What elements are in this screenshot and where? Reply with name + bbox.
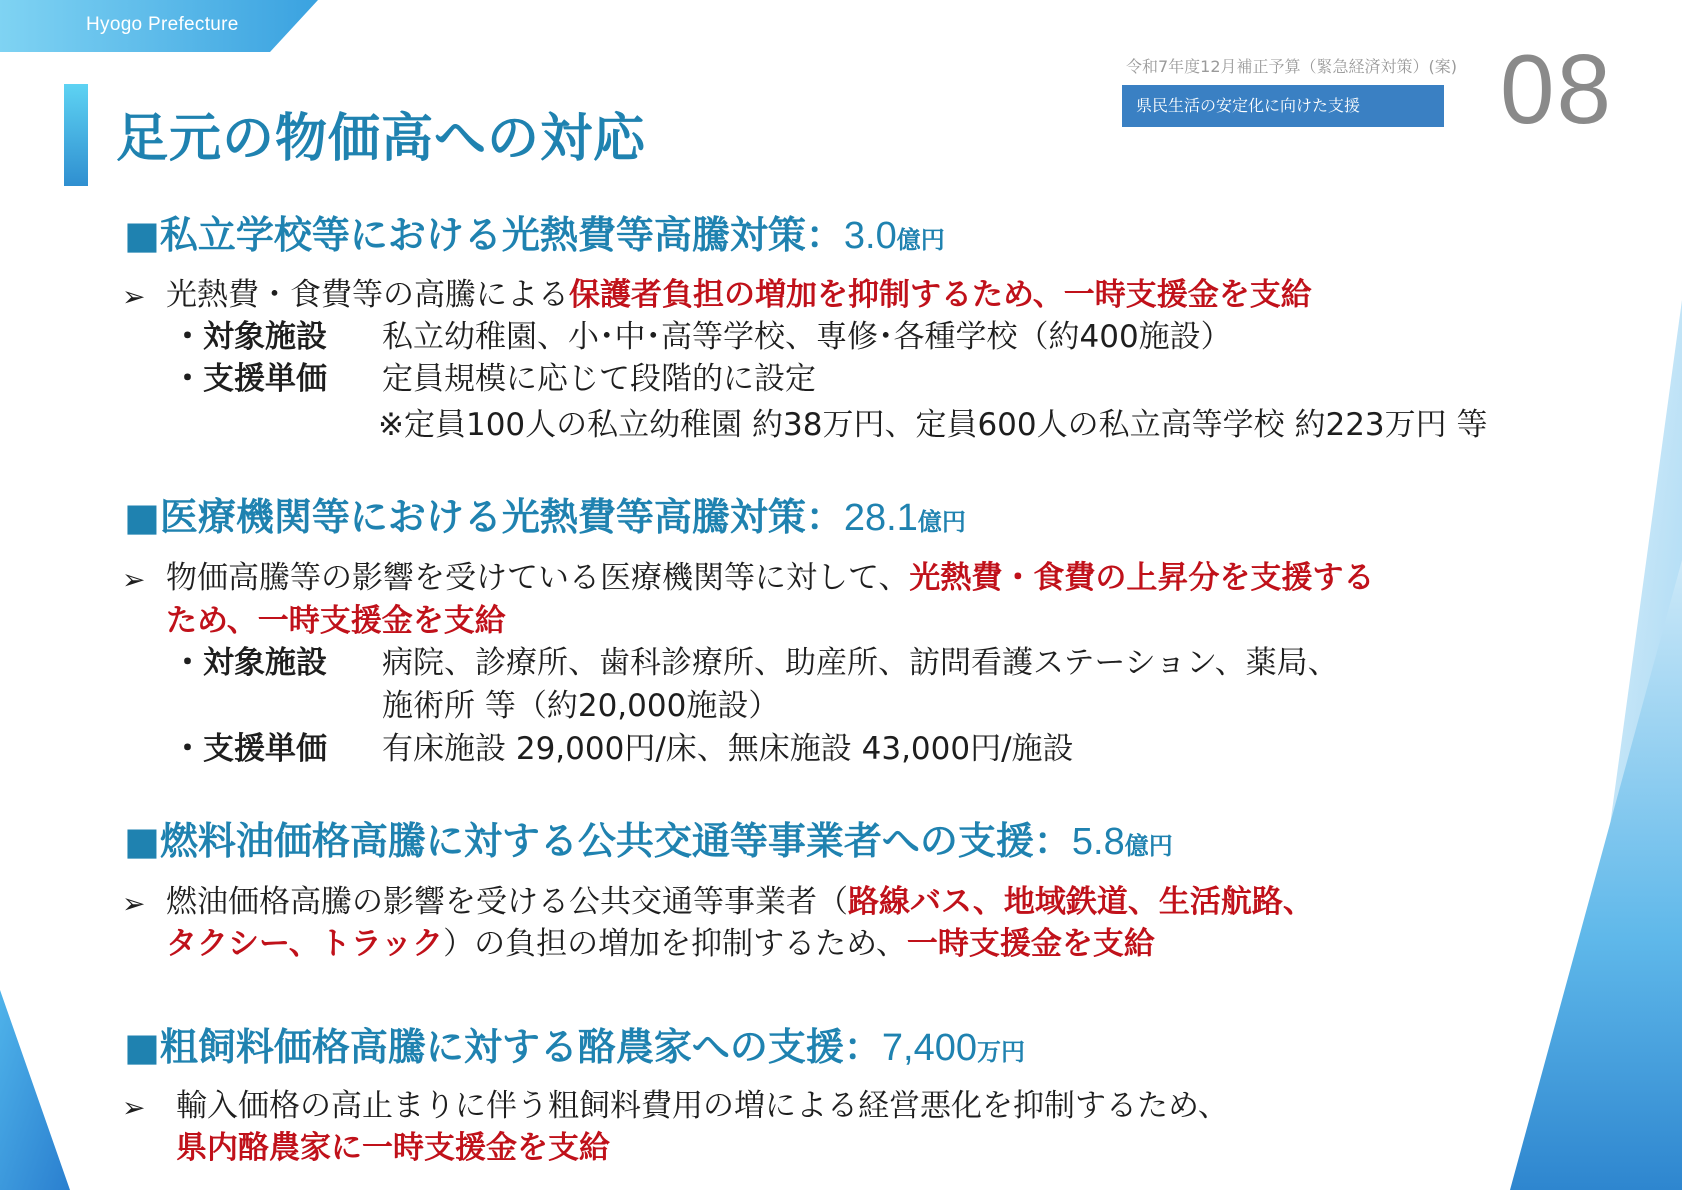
facilities-label: ・対象施設 xyxy=(172,645,327,681)
lead-plain: 光熱費・食費等の高騰による xyxy=(166,277,569,313)
lead-highlight: 一時支援金を支給 xyxy=(906,926,1155,962)
lead-highlight-continued: ため、一時支援金を支給 xyxy=(166,603,506,639)
rate-note: ※定員100人の私立幼稚園 約38万円、定員600人の私立高等学校 約223万円 等 xyxy=(378,407,1488,443)
rate-text: 有床施設 29,000円/床、無床施設 43,000円/施設 xyxy=(382,731,1074,767)
page-title: 足元の物価高への対応 xyxy=(116,109,647,169)
section-lead xyxy=(166,277,1312,313)
section-heading-text: ■私立学校等における光熱費等高騰対策： xyxy=(124,213,844,257)
section-heading-text: ■粗飼料価格高騰に対する酪農家への支援： xyxy=(124,1025,882,1069)
section-lead-continued xyxy=(166,926,1155,962)
lead-highlight: 光熱費・食費の上昇分を支援する xyxy=(909,560,1375,596)
section-unit: 万円 xyxy=(977,1038,1025,1066)
section-unit: 億円 xyxy=(1124,832,1173,860)
section-amount: 3.0 xyxy=(843,215,897,257)
rate-text: 定員規模に応じて段階的に設定 xyxy=(382,361,816,397)
section-heading-medical xyxy=(124,495,966,539)
lead-highlight: 県内酪農家に一時支援金を支給 xyxy=(176,1130,610,1166)
lead-plain: 燃油価格高騰の影響を受ける公共交通等事業者（ xyxy=(166,884,848,920)
page-number: 08 xyxy=(1500,34,1614,144)
section-unit: 億円 xyxy=(917,508,966,536)
section-lead xyxy=(166,884,1314,920)
facilities-label: ・対象施設 xyxy=(172,319,327,355)
section-unit: 億円 xyxy=(896,226,945,254)
budget-label: 令和7年度12月補正予算（緊急経済対策）(案) xyxy=(1126,57,1458,76)
facilities-text: 病院、診療所、歯科診療所、助産所、訪問看護ステーション、薬局、 xyxy=(382,645,1339,681)
rate-label: ・支援単価 xyxy=(172,731,327,767)
section-amount: 5.8 xyxy=(1071,821,1125,863)
lead-highlight: 保護者負担の増加を抑制するため、一時支援金を支給 xyxy=(569,277,1312,313)
section-amount: 28.1 xyxy=(843,497,918,539)
arrowhead-bullet-icon: ➢ xyxy=(122,563,146,596)
rate-label: ・支援単価 xyxy=(172,361,327,397)
section-heading-dairy xyxy=(124,1025,1025,1069)
category-box: 県民生活の安定化に向けた支援 xyxy=(1122,85,1444,127)
arrowhead-bullet-icon: ➢ xyxy=(122,280,146,313)
title-accent-bar xyxy=(64,84,88,186)
section-heading-private-schools xyxy=(124,213,945,257)
arrowhead-bullet-icon: ➢ xyxy=(122,887,146,920)
section-heading-text: ■燃料油価格高騰に対する公共交通等事業者への支援： xyxy=(124,819,1072,863)
org-label: Hyogo Prefecture xyxy=(86,14,239,35)
left-corner-shape xyxy=(0,990,70,1190)
lead-highlight: タクシー、トラック xyxy=(166,926,444,962)
section-heading-text: ■医療機関等における光熱費等高騰対策： xyxy=(124,495,844,539)
facilities-text-continued: 施術所 等（約20,000施設） xyxy=(382,688,780,724)
section-heading-transport xyxy=(124,819,1173,863)
lead-plain: ）の負担の増加を抑制するため、 xyxy=(443,926,907,962)
facilities-text: 私立幼稚園、小･中･高等学校、専修･各種学校（約400施設） xyxy=(382,319,1232,355)
section-amount: 7,400 xyxy=(881,1027,977,1069)
lead-highlight: 路線バス、地域鉄道、生活航路、 xyxy=(848,884,1314,920)
section-lead: 輸入価格の高止まりに伴う粗飼料費用の増による経営悪化を抑制するため、 xyxy=(176,1088,1229,1124)
arrowhead-bullet-icon: ➢ xyxy=(122,1091,146,1124)
section-lead xyxy=(166,560,1375,596)
lead-plain: 物価高騰等の影響を受けている医療機関等に対して、 xyxy=(166,560,910,596)
